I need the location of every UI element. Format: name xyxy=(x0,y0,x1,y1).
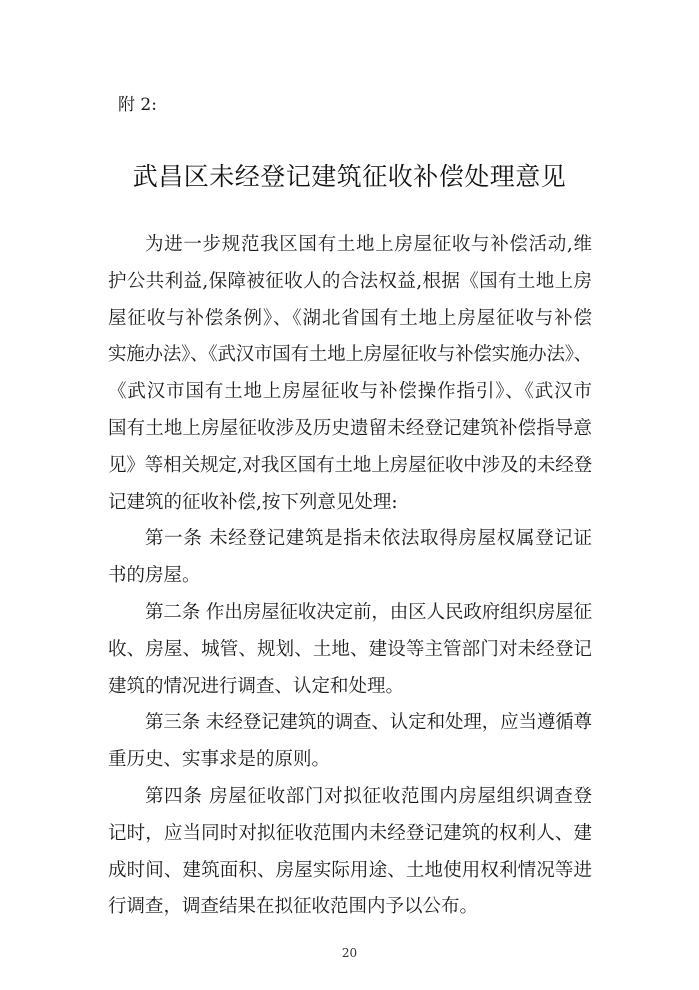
body-line: 书的房屋。 xyxy=(108,565,201,587)
document-title: 武昌区未经登记建筑征收补偿处理意见 xyxy=(132,162,567,191)
document-body xyxy=(108,227,592,926)
body-line: 护公共利益,保障被征收人的合法权益,根据《国有土地上房 xyxy=(108,270,592,292)
body-line: 第三条 未经登记建筑的调查、认定和处理，应当遵循尊 xyxy=(145,712,592,734)
body-line: 为进一步规范我区国有土地上房屋征收与补偿活动,维 xyxy=(145,234,592,255)
body-line: 行调查，调查结果在拟征收范围内予以公布。 xyxy=(108,896,479,918)
paragraph-article-1 xyxy=(108,521,592,595)
body-line: 第四条 房屋征收部门对拟征收范围内房屋组织调查登 xyxy=(145,785,592,807)
body-line: 第二条 作出房屋征收决定前，由区人民政府组织房屋征 xyxy=(145,601,592,623)
paragraph-article-2 xyxy=(108,595,592,705)
paragraph-preamble xyxy=(108,227,592,521)
body-line: 建筑的情况进行调查、认定和处理。 xyxy=(108,675,405,697)
body-line: 记建筑的征收补偿,按下列意见处理: xyxy=(108,491,398,513)
body-line: 收、房屋、城管、规划、土地、建设等主管部门对未经登记 xyxy=(108,638,592,660)
body-line: 成时间、建筑面积、房屋实际用途、土地使用权利情况等进 xyxy=(108,859,592,881)
body-line: 记时，应当同时对拟征收范围内未经登记建筑的权利人、建 xyxy=(108,822,592,844)
body-line: 国有土地上房屋征收涉及历史遗留未经登记建筑补偿指导意 xyxy=(108,417,592,439)
body-line: 见》等相关规定,对我区国有土地上房屋征收中涉及的未经登 xyxy=(108,454,592,476)
body-line: 重历史、实事求是的原则。 xyxy=(108,749,331,771)
body-line: 第一条 未经登记建筑是指未依法取得房屋权属登记证 xyxy=(145,528,592,550)
paragraph-article-4 xyxy=(108,779,592,926)
attachment-label: 附 2: xyxy=(118,95,157,115)
body-line: 《武汉市国有土地上房屋征收与补偿操作指引》、《武汉市 xyxy=(108,381,592,403)
page-number: 20 xyxy=(341,946,358,960)
body-line: 屋征收与补偿条例》、《湖北省国有土地上房屋征收与补偿 xyxy=(108,307,592,329)
paragraph-article-3 xyxy=(108,705,592,779)
body-line: 实施办法》、《武汉市国有土地上房屋征收与补偿实施办法》、 xyxy=(108,344,592,366)
